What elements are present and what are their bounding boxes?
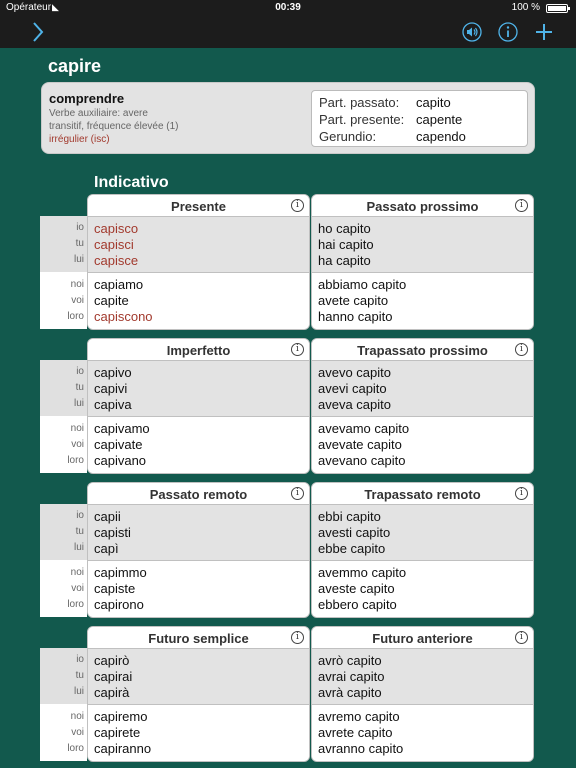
verb-auxiliary: Verbe auxiliaire: avere [49, 108, 148, 119]
conjugated-form: hanno capito [318, 309, 393, 324]
info-icon[interactable]: i [291, 199, 304, 212]
conjugated-form: capirono [94, 597, 144, 612]
conjugated-form: hai capito [318, 237, 374, 252]
conjugated-form: capiste [94, 581, 136, 596]
singular-forms [312, 505, 533, 561]
pronoun-column [40, 216, 87, 329]
conjugated-form: avrete capito [318, 725, 393, 740]
pronoun-label: loro [67, 743, 84, 754]
pronoun-group [40, 504, 87, 560]
conjugated-form: ho capito [318, 221, 371, 236]
plural-forms [88, 561, 309, 617]
tense-name: Futuro semplice [148, 631, 249, 646]
conjugated-form: capii [94, 509, 121, 524]
nav-bar [0, 16, 576, 48]
verb-title: capire [48, 56, 102, 76]
conjugated-form: avrai capito [318, 669, 385, 684]
conjugated-form: avete capito [318, 293, 389, 308]
plural-forms [312, 273, 533, 329]
pronoun-label: noi [70, 279, 84, 290]
pronoun-label: voi [71, 583, 84, 594]
tense-header [88, 483, 309, 505]
carrier-label: Opérateur [6, 2, 52, 13]
tense-table-trapassato-remoto [311, 482, 534, 618]
plural-forms [312, 561, 533, 617]
pronoun-label: io [76, 366, 84, 377]
conjugated-form: capiamo [94, 277, 144, 292]
pronoun-label: voi [71, 727, 84, 738]
participle-label: Gerundio: [319, 129, 377, 144]
pronoun-label: io [76, 654, 84, 665]
tense-table-presente [87, 194, 310, 330]
conjugated-form: avesti capito [318, 525, 391, 540]
pronoun-group [40, 705, 87, 761]
conjugated-form: avevi capito [318, 381, 387, 396]
pronoun-label: lui [73, 398, 84, 409]
pronoun-label: lui [73, 686, 84, 697]
pronoun-label: loro [67, 455, 84, 466]
info-icon[interactable]: i [291, 631, 304, 644]
tense-header [88, 627, 309, 649]
conjugated-form: capiremo [94, 709, 148, 724]
info-icon[interactable]: i [515, 631, 528, 644]
conjugated-form: avremo capito [318, 709, 400, 724]
conjugated-form: capiva [94, 397, 132, 412]
tense-name: Passato remoto [149, 487, 248, 502]
pronoun-label: io [76, 510, 84, 521]
conjugated-form: ebbe capito [318, 541, 386, 556]
plural-forms [88, 705, 309, 761]
tense-table-futuro-anteriore [311, 626, 534, 762]
plus-icon[interactable] [532, 20, 556, 44]
pronoun-group [40, 417, 87, 473]
plural-forms [312, 417, 533, 473]
conjugated-form: capivamo [94, 421, 150, 436]
pronoun-group [40, 561, 87, 617]
conjugated-form: capirò [94, 653, 130, 668]
tense-table-passato-remoto [87, 482, 310, 618]
conjugated-form: aveva capito [318, 397, 391, 412]
info-icon[interactable]: i [291, 487, 304, 500]
pronoun-label: noi [70, 711, 84, 722]
pronoun-label: loro [67, 311, 84, 322]
pronoun-label: lui [73, 254, 84, 265]
conjugated-form: capivi [94, 381, 128, 396]
conjugated-form: avranno capito [318, 741, 404, 756]
singular-forms [312, 217, 533, 273]
pronoun-label: tu [75, 670, 84, 681]
tense-row [40, 626, 536, 762]
chevron-right-icon[interactable] [26, 20, 50, 44]
conjugated-form: capisci [94, 237, 134, 252]
tense-row [40, 194, 536, 330]
verb-meaning: comprendre [49, 91, 125, 106]
singular-forms [88, 505, 309, 561]
pronoun-label: voi [71, 295, 84, 306]
pronoun-group [40, 360, 87, 416]
pronoun-label: noi [70, 423, 84, 434]
singular-forms [312, 649, 533, 705]
tense-name: Trapassato remoto [364, 487, 481, 502]
conjugated-form: capivo [94, 365, 132, 380]
mood-title: Indicativo [94, 174, 169, 191]
conjugated-form: ebbi capito [318, 509, 381, 524]
conjugated-form: capiranno [94, 741, 152, 756]
tense-header [88, 195, 309, 217]
tense-header [312, 627, 533, 649]
conjugated-form: capimmo [94, 565, 147, 580]
info-icon[interactable]: i [515, 487, 528, 500]
conjugated-form: avevamo capito [318, 421, 410, 436]
pronoun-column [40, 504, 87, 617]
conjugated-form: avrà capito [318, 685, 382, 700]
tense-header [312, 195, 533, 217]
tense-name: Passato prossimo [366, 199, 479, 214]
verb-transitivity: transitif, fréquence élevée (1) [49, 121, 179, 132]
pronoun-group [40, 216, 87, 272]
tense-header [88, 339, 309, 361]
pronoun-label: noi [70, 567, 84, 578]
info-icon[interactable]: i [291, 343, 304, 356]
status-bar [0, 0, 576, 16]
tense-table-futuro-semplice [87, 626, 310, 762]
conjugated-form: avevano capito [318, 453, 406, 468]
info-icon[interactable] [496, 20, 520, 44]
participle-value: capente [416, 112, 463, 127]
info-icon[interactable]: i [515, 199, 528, 212]
conjugated-form: ha capito [318, 253, 371, 268]
battery-icon [546, 4, 568, 13]
conjugated-form: capite [94, 293, 129, 308]
singular-forms [88, 649, 309, 705]
conjugated-form: capirai [94, 669, 133, 684]
conjugated-form: avemmo capito [318, 565, 407, 580]
conjugated-form: capiscono [94, 309, 153, 324]
verb-info-card [41, 82, 535, 154]
pronoun-label: loro [67, 599, 84, 610]
pronoun-column [40, 648, 87, 761]
singular-forms [88, 361, 309, 417]
singular-forms [312, 361, 533, 417]
clock: 00:39 [275, 2, 301, 13]
tense-row [40, 338, 536, 474]
participle-label: Part. passato: [319, 95, 400, 110]
tense-name: Futuro anteriore [372, 631, 473, 646]
tense-header [312, 483, 533, 505]
conjugated-form: avrò capito [318, 653, 382, 668]
pronoun-label: tu [75, 238, 84, 249]
conjugated-form: capì [94, 541, 119, 556]
plural-forms [312, 705, 533, 761]
info-icon[interactable]: i [515, 343, 528, 356]
tense-name: Imperfetto [166, 343, 231, 358]
pronoun-label: tu [75, 526, 84, 537]
battery-percent: 100 % [511, 2, 540, 13]
tense-name: Presente [171, 199, 226, 214]
tense-row [40, 482, 536, 618]
conjugated-form: capisce [94, 253, 139, 268]
pronoun-label: voi [71, 439, 84, 450]
pronoun-group [40, 648, 87, 704]
conjugated-form: aveste capito [318, 581, 395, 596]
pronoun-label: io [76, 222, 84, 233]
tense-name: Trapassato prossimo [357, 343, 488, 358]
conjugated-form: abbiamo capito [318, 277, 407, 292]
conjugated-form: capisco [94, 221, 139, 236]
conjugated-form: capirà [94, 685, 130, 700]
plural-forms [88, 273, 309, 329]
conjugated-form: avevo capito [318, 365, 391, 380]
verb-irregular-note: irrégulier (isc) [49, 134, 110, 145]
tense-table-imperfetto [87, 338, 310, 474]
conjugated-form: ebbero capito [318, 597, 397, 612]
tense-header [312, 339, 533, 361]
participles-box [311, 90, 528, 147]
pronoun-group [40, 273, 87, 329]
singular-forms [88, 217, 309, 273]
speaker-icon[interactable] [460, 20, 484, 44]
pronoun-label: lui [73, 542, 84, 553]
pronoun-column [40, 360, 87, 473]
participle-value: capendo [416, 129, 466, 144]
participle-value: capito [416, 95, 451, 110]
plural-forms [88, 417, 309, 473]
participle-label: Part. presente: [319, 112, 405, 127]
tense-table-passato-prossimo [311, 194, 534, 330]
conjugated-form: capivano [94, 453, 147, 468]
conjugated-form: avevate capito [318, 437, 402, 452]
conjugated-form: capivate [94, 437, 143, 452]
pronoun-label: tu [75, 382, 84, 393]
wifi-icon: ◣ [52, 2, 59, 12]
conjugated-form: capirete [94, 725, 141, 740]
tense-table-trapassato-prossimo [311, 338, 534, 474]
conjugated-form: capisti [94, 525, 131, 540]
